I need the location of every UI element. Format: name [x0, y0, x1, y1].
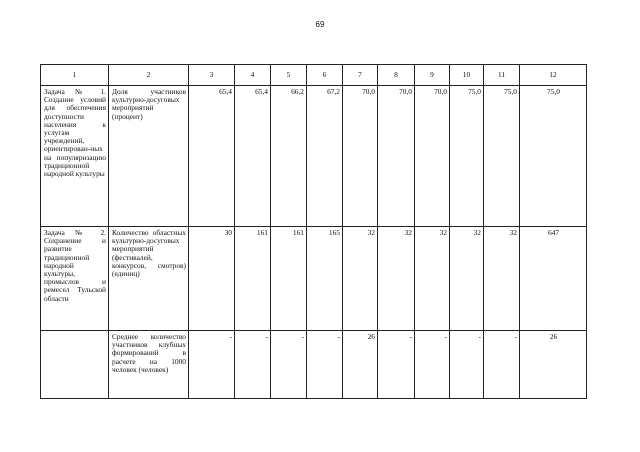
task-cell: Задача № 1. Создание условий для обеспечения доступности населения к услугам учреждений, ориентирован-ных на популяризацию традиционной народной культуры [41, 86, 109, 227]
task-cell [41, 331, 109, 399]
value-cell: 75,0 [484, 86, 520, 227]
column-header: 7 [343, 65, 378, 86]
column-header: 6 [307, 65, 343, 86]
table-header-row [41, 65, 587, 86]
column-header: 5 [271, 65, 307, 86]
value-cell: 30 [189, 227, 235, 331]
value-cell: 65,4 [189, 86, 235, 227]
value-cell: 66,2 [271, 86, 307, 227]
value-cell: 161 [235, 227, 271, 331]
indicator-table [40, 64, 587, 399]
indicator-cell: Количество областных культурно-досуговых мероприятий (фестивалей, конкурсов, смотров) (единиц) [109, 227, 189, 331]
task-cell: Задача № 2. Сохранение и развитие традиционной народной культуры, промыслов и ремесел Тульской области [41, 227, 109, 331]
column-header: 1 [41, 65, 109, 86]
indicator-cell: Среднее количество участников клубных формирований в расчете на 1000 человек (человек) [109, 331, 189, 399]
value-cell: 70,0 [343, 86, 378, 227]
column-header: 4 [235, 65, 271, 86]
value-cell: 32 [450, 227, 484, 331]
value-cell: 32 [343, 227, 378, 331]
value-cell: 26 [343, 331, 378, 399]
value-cell: 70,0 [378, 86, 415, 227]
value-cell: - [378, 331, 415, 399]
value-cell: 70,0 [415, 86, 450, 227]
value-cell: - [307, 331, 343, 399]
value-cell: 165 [307, 227, 343, 331]
value-cell: 65,4 [235, 86, 271, 227]
value-cell: 67,2 [307, 86, 343, 227]
value-cell: 75,0 [520, 86, 587, 227]
value-cell: - [235, 331, 271, 399]
value-cell: 26 [520, 331, 587, 399]
value-cell: - [271, 331, 307, 399]
table-row [41, 227, 587, 331]
column-header: 2 [109, 65, 189, 86]
column-header: 3 [189, 65, 235, 86]
value-cell: - [415, 331, 450, 399]
page-number: 69 [315, 20, 325, 29]
value-cell: 75,0 [450, 86, 484, 227]
value-cell: 32 [484, 227, 520, 331]
value-cell: - [484, 331, 520, 399]
value-cell: 161 [271, 227, 307, 331]
column-header: 12 [520, 65, 587, 86]
value-cell: 32 [415, 227, 450, 331]
value-cell: - [450, 331, 484, 399]
value-cell: 32 [378, 227, 415, 331]
indicator-cell: Доля участников культурно-досуговых мероприятий (процент) [109, 86, 189, 227]
table-row [41, 86, 587, 227]
column-header: 11 [484, 65, 520, 86]
value-cell: - [189, 331, 235, 399]
value-cell: 647 [520, 227, 587, 331]
column-header: 10 [450, 65, 484, 86]
column-header: 8 [378, 65, 415, 86]
column-header: 9 [415, 65, 450, 86]
table-row [41, 331, 587, 399]
